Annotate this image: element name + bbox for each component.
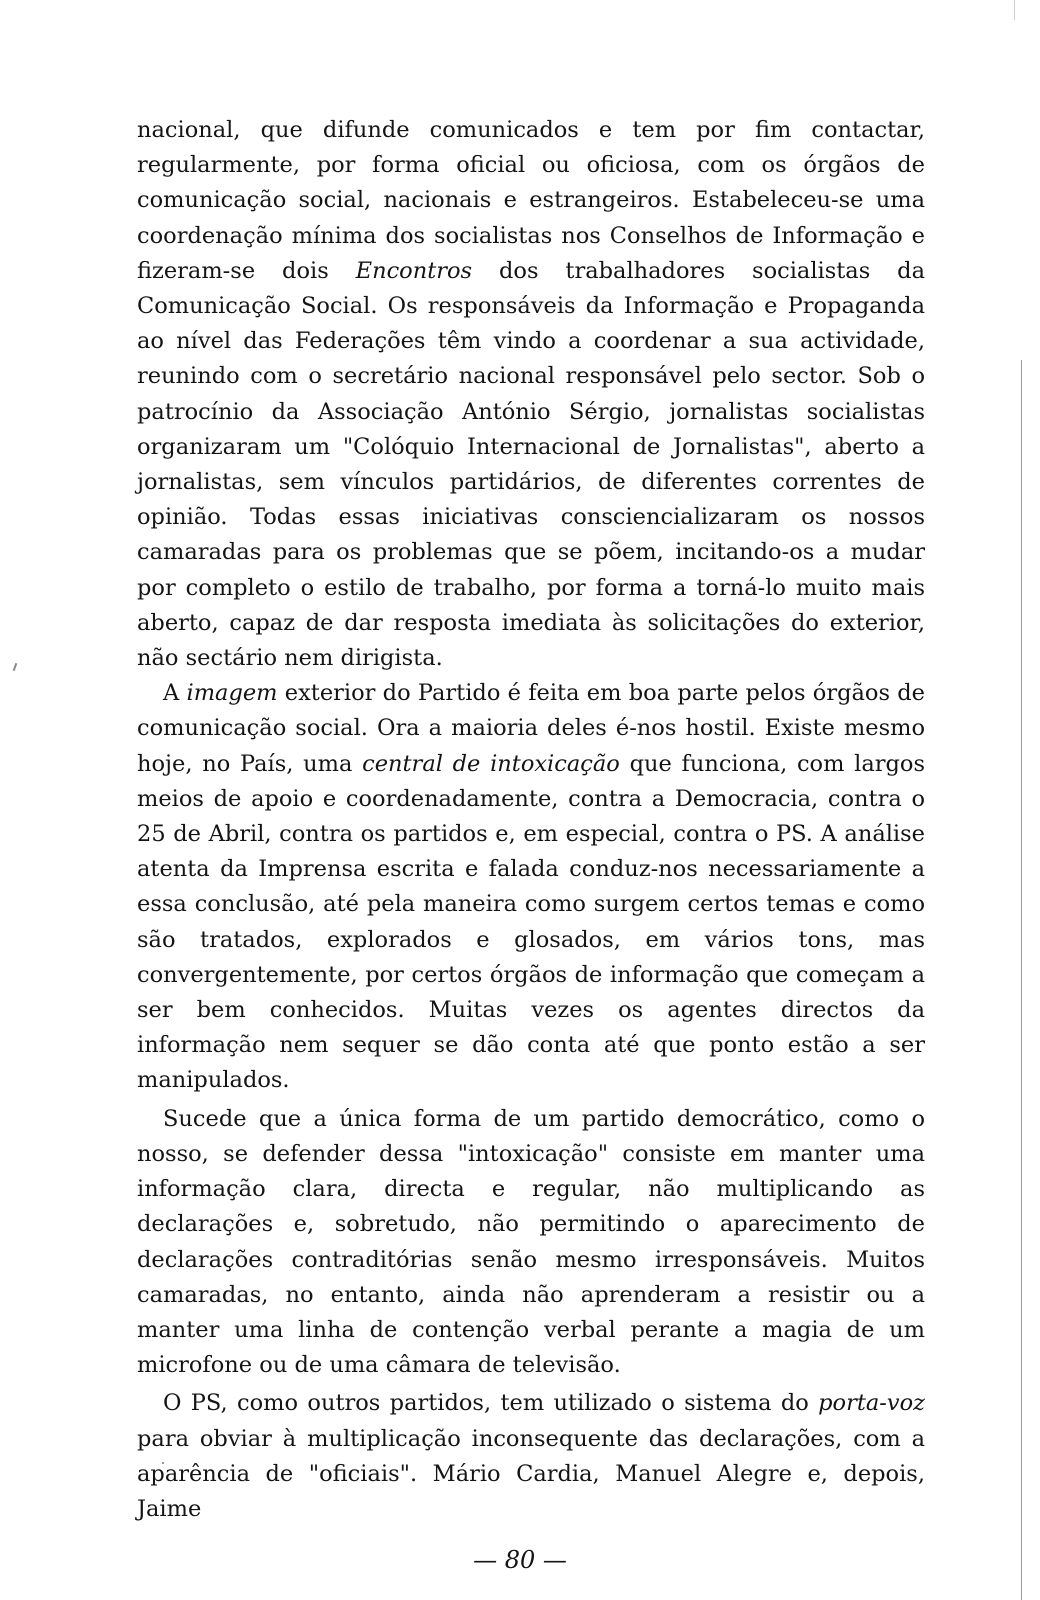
text-run: exterior do Partido é feita em boa parte pelos órgãos de comunicação social. Ora a maioria deles é-nos hostil. Existe mesmo hoje, no País, uma — [137, 680, 925, 777]
text-run: para obviar à multiplicação inconsequente das declarações, com a aparência de "oficiais". Mário Cardia, Manuel Alegre e, depois, Jaime — [137, 1425, 925, 1522]
scan-speck — [13, 663, 18, 671]
paragraph-1 — [137, 113, 925, 676]
paragraph-3 — [137, 1102, 925, 1384]
page-number: — 80 — — [473, 1546, 567, 1574]
text-run: que funciona, com largos meios de apoio e coordenadamente, contra a Democracia, contra o 25 de Abril, contra os partidos e, em especial, contra o PS. A análise atenta da Imprensa escrita e falada conduz-nos necessariamente a essa conclusão, até pela maneira como surgem certos temas e como são tratados, explorados e glosados, em vários tons, mas convergentemente, por certos órgãos de informação que começam a ser bem conhecidos. Muitas vezes os agentes directos da informação nem sequer se dão conta até que ponto estão a ser manipulados. — [137, 750, 926, 1094]
body-text — [137, 113, 925, 1527]
paragraph-2 — [137, 676, 925, 1098]
text-run: nacional, que difunde comunicados e tem por fim contactar, regularmente, por forma oficial ou oficiosa, com os órgãos de comunicação social, nacionais e estrangeiros. Estabeleceu-se uma coordenação mínima dos socialistas nos Conselhos de Informação e fizeram-se dois — [137, 117, 925, 284]
text-run-italic: imagem — [186, 680, 278, 707]
text-run: O PS, como outros partidos, tem utilizado o sistema do — [163, 1390, 819, 1417]
paragraph-4 — [137, 1386, 925, 1527]
text-run: dos trabalhadores socialistas da Comunicação Social. Os responsáveis da Informação e Propaganda ao nível das Federações têm vindo a coordenar a sua actividade, reunindo com o secretário nacional responsável pelo sector. Sob o patrocínio da Associação António Sérgio, jornalistas socialistas organizaram um "Colóquio Internacional de Jornalistas", aberto a jornalistas, sem vínculos partidários, de diferentes correntes de opinião. Todas essas iniciativas consciencializaram os nossos camaradas para os problemas que se põem, incitando-os a mudar por completo o estilo de trabalho, por forma a torná-lo muito mais aberto, capaz de dar resposta imediata às solicitações do exterior, não sectário nem dirigista. — [137, 257, 925, 672]
text-run-italic: Encontros — [355, 257, 473, 284]
text-run: Sucede que a única forma de um partido democrático, como o nosso, se defender dessa "intoxicação" consiste em manter uma informação clara, directa e regular, não multiplicando as declarações e, sobretudo, não permitindo o aparecimento de declarações contraditórias senão mesmo irresponsáveis. Muitos camaradas, no entanto, ainda não aprenderam a resistir ou a manter uma linha de contenção verbal perante a magia de um microfone ou de uma câmara de televisão. — [137, 1105, 925, 1379]
text-run-italic: porta-voz — [818, 1390, 925, 1417]
text-run: A — [163, 680, 187, 707]
text-run-italic: central de intoxicação — [362, 750, 620, 777]
scan-edge-line — [1021, 360, 1022, 1600]
scan-edge-mark — [1014, 0, 1015, 20]
